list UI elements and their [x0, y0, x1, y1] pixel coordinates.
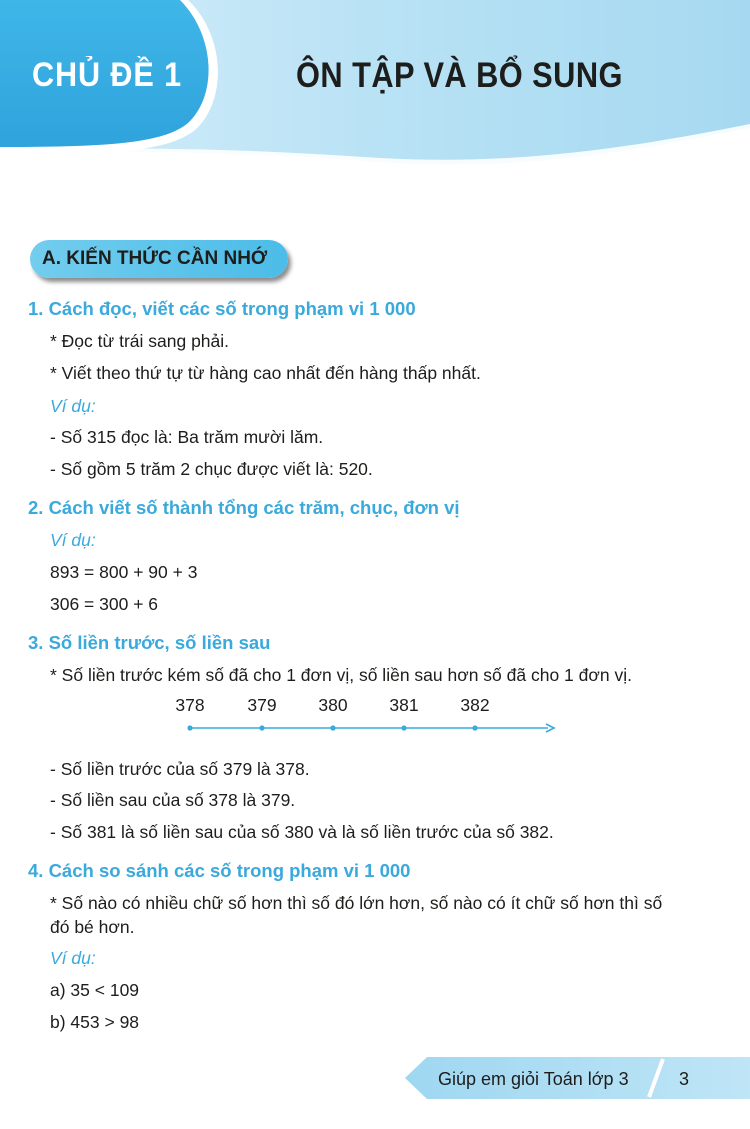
- topic-1-rule-1: * Đọc từ trái sang phải.: [50, 331, 230, 351]
- number-line-tick: [259, 725, 264, 730]
- chapter-title: ÔN TẬP VÀ BỔ SUNG: [296, 56, 623, 95]
- chapter-label: CHỦ ĐỀ 1: [32, 56, 183, 94]
- topic-4-example-1: a) 35 < 109: [50, 980, 140, 1000]
- topic-3-rule: * Số liền trước kém số đã cho 1 đơn vị, số liền sau hơn số đã cho 1 đơn vị.: [50, 665, 632, 685]
- topic-4-heading: 4. Cách so sánh các số trong phạm vi 1 000: [28, 860, 411, 881]
- topic-1-example-2: - Số gồm 5 trăm 2 chục được viết là: 520.: [50, 459, 373, 479]
- number-line-label: 379: [247, 695, 277, 715]
- topic-2-example-label: Ví dụ:: [50, 530, 96, 550]
- number-line-label: 382: [460, 695, 490, 715]
- number-line-label: 380: [318, 695, 348, 715]
- number-line-tick: [401, 725, 406, 730]
- topic-3-heading: 3. Số liền trước, số liền sau: [28, 632, 271, 653]
- topic-1-example-label: Ví dụ:: [50, 396, 96, 416]
- topic-2-example-2: 306 = 300 + 6: [50, 594, 159, 614]
- topic-3-example-3: - Số 381 là số liền sau của số 380 và là số liền trước của số 382.: [50, 822, 554, 842]
- footer-page-number: 3: [679, 1069, 690, 1089]
- number-line: [170, 695, 560, 745]
- topic-2-example-1: 893 = 800 + 90 + 3: [50, 562, 198, 582]
- topic-1-rule-2: * Viết theo thứ tự từ hàng cao nhất đến hàng thấp nhất.: [50, 363, 481, 383]
- topic-3-example-2: - Số liền sau của số 378 là 379.: [50, 790, 296, 810]
- number-line-axis: [170, 721, 560, 735]
- section-a-banner: A. KIẾN THỨC CẦN NHỚ: [30, 240, 288, 278]
- topic-2-heading: 2. Cách viết số thành tổng các trăm, chục, đơn vị: [28, 497, 460, 518]
- number-line-label: 378: [175, 695, 205, 715]
- topic-4-example-2: b) 453 > 98: [50, 1012, 140, 1032]
- topic-4-rule-line-1: * Số nào có nhiều chữ số hơn thì số đó lớn hơn, số nào có ít chữ số hơn thì số: [50, 893, 663, 913]
- number-line-tick: [187, 725, 192, 730]
- topic-1-example-1: - Số 315 đọc là: Ba trăm mười lăm.: [50, 427, 324, 447]
- number-line-label: 381: [389, 695, 419, 715]
- topic-4-rule-line-2: đó bé hơn.: [50, 917, 135, 937]
- number-line-tick: [330, 725, 335, 730]
- topic-1-heading: 1. Cách đọc, viết các số trong phạm vi 1 000: [28, 298, 416, 319]
- footer-book-title: Giúp em giỏi Toán lớp 3: [438, 1069, 629, 1089]
- topic-3-example-1: - Số liền trước của số 379 là 378.: [50, 759, 310, 779]
- topic-4-example-label: Ví dụ:: [50, 948, 96, 968]
- number-line-tick: [472, 725, 477, 730]
